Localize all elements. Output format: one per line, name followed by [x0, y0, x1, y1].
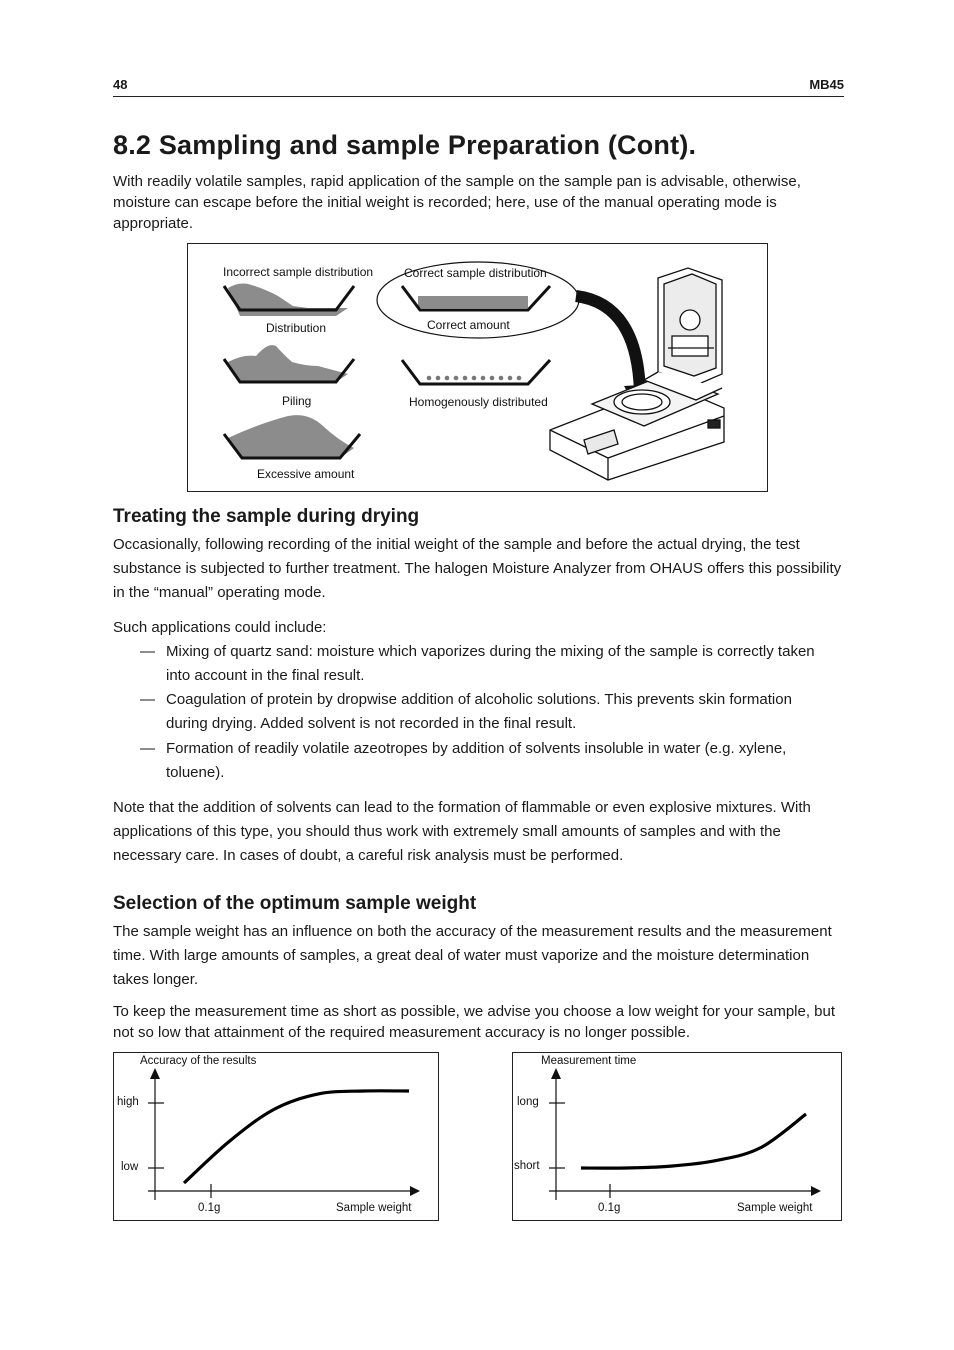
accuracy-chart: [113, 1052, 439, 1221]
correct-distribution-label: Correct sample distribution: [404, 266, 547, 280]
excessive-amount-label: Excessive amount: [257, 467, 355, 481]
treating-paragraph: Occasionally, following recording of the initial weight of the sample and before the actual drying, the test substance is subjected to further treatment. The halogen Moisture Analyzer from OHAUS offers this possibility in the “manual” operating mode.: [113, 536, 842, 601]
accuracy-x-label: Sample weight: [336, 1202, 412, 1214]
x-tick-label: 0.1g: [198, 1202, 221, 1214]
correct-amount-label: Correct amount: [427, 318, 510, 332]
page-number: 48: [113, 77, 128, 92]
header-rule: [113, 96, 844, 97]
sample-distribution-illustration: [188, 244, 767, 491]
selection-paragraph-1: The sample weight has an influence on both the accuracy of the measurement results and the measurement time. With large amounts of samples, a great deal of water must vaporize and the moisture determination takes longer.: [113, 923, 832, 988]
measurement-time-curve: [581, 1114, 806, 1168]
sample-distribution-figure: [187, 243, 768, 492]
treating-heading: Treating the sample during drying: [113, 506, 420, 527]
distribution-label: Distribution: [266, 321, 327, 335]
selection-heading: Selection of the optimum sample weight: [113, 893, 477, 914]
bullet-text: Mixing of quartz sand: moisture which vaporizes during the mixing of the sample is correctly taken into account in the final result.: [166, 643, 815, 684]
selection-paragraph-2: To keep the measurement time as short as possible, we advise you choose a low weight for your sample, but not so low that attainment of the required measurement accuracy is no longer possible.: [113, 1003, 836, 1041]
intro-paragraph: With readily volatile samples, rapid application of the sample on the sample pan is advisable, otherwise, moisture can escape before the initial weight is recorded; here, use of the manual operating mode is appropriate.: [113, 173, 801, 232]
pan-homogenous-icon: [402, 360, 550, 384]
pan-piling-icon: [224, 345, 354, 382]
time-y-label: Measurement time: [541, 1055, 637, 1067]
section-title: 8.2 Sampling and sample Preparation (Cont).: [113, 130, 697, 160]
pan-excessive-icon: [224, 415, 360, 458]
measurement-time-chart: [512, 1052, 842, 1221]
x-tick-label: 0.1g: [598, 1202, 621, 1214]
safety-note: Note that the addition of solvents can lead to the formation of flammable or even explosive mixtures. With applications of this type, you should thus work with extremely small amounts of samples and with the necessary care. In cases of doubt, a careful risk analysis must be performed.: [113, 799, 811, 864]
time-x-label: Sample weight: [737, 1202, 813, 1214]
accuracy-chart-svg: [114, 1053, 438, 1220]
bullet-dash: —: [140, 691, 155, 708]
bullet-text: Coagulation of protein by dropwise addition of alcoholic solutions. This prevents skin formation during drying. Added solvent is not recorded in the final result.: [166, 691, 792, 732]
x-axis-arrow: [811, 1186, 821, 1196]
y-tick-label-low: low: [121, 1161, 139, 1173]
pan-distribution-icon: [224, 284, 354, 317]
bullet-dash: —: [140, 740, 155, 757]
incorrect-distribution-label: Incorrect sample distribution: [223, 265, 374, 279]
y-axis-arrow: [551, 1068, 561, 1079]
measurement-time-chart-svg: [513, 1053, 841, 1220]
y-tick-label-high: high: [117, 1096, 139, 1108]
bullet-text: Formation of readily volatile azeotropes by addition of solvents insoluble in water (e.g. xylene, toluene).: [166, 740, 787, 781]
homogenous-label: Homogenously distributed: [409, 395, 548, 409]
y-tick-label-short: short: [514, 1160, 540, 1172]
pan-correct-icon: [402, 286, 550, 310]
model-name: MB45: [809, 77, 844, 92]
y-axis-arrow: [150, 1068, 160, 1079]
y-tick-label-long: long: [517, 1096, 539, 1108]
piling-label: Piling: [282, 394, 312, 408]
x-axis-arrow: [410, 1186, 420, 1196]
bullet-dash: —: [140, 643, 155, 660]
accuracy-y-label: Accuracy of the results: [140, 1055, 257, 1067]
applications-intro: Such applications could include:: [113, 619, 327, 636]
accuracy-curve: [184, 1091, 409, 1183]
